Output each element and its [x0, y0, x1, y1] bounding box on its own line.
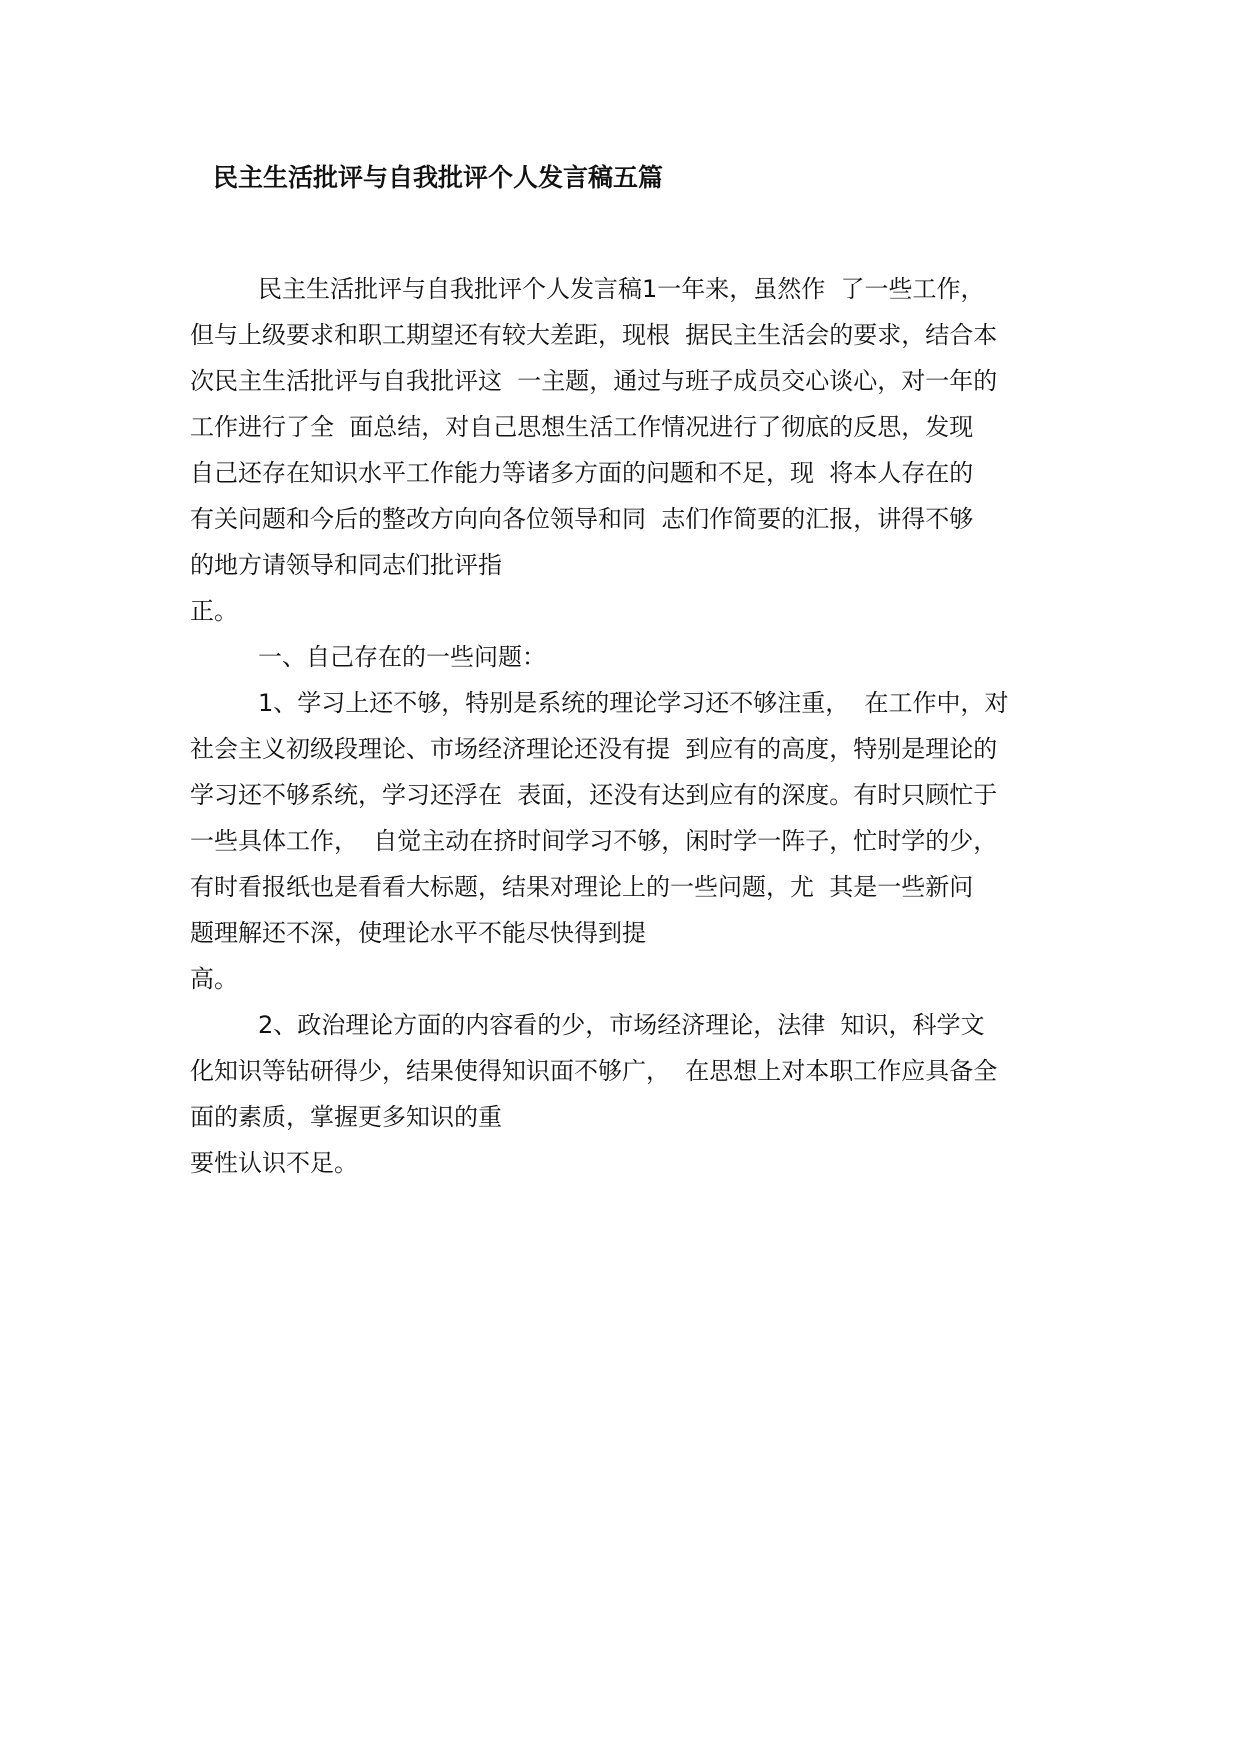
paragraph-item-2	[190, 1002, 1070, 1186]
text-line: 的地方请领导和同志们批评指	[190, 551, 502, 579]
text-line: 自己还存在知识水平工作能力等诸多方面的问题和不足，现 将本人存在的	[190, 459, 974, 487]
text-line: 一些具体工作， 自觉主动在挤时间学习不够，闲时学一阵子，忙时学的少，	[190, 827, 998, 855]
paragraph-item-1	[190, 680, 1070, 1002]
paragraph-intro	[190, 266, 1070, 634]
text-line: 社会主义初级段理论、市场经济理论还没有提 到应有的高度，特别是理论的	[190, 735, 998, 763]
text-line: 题理解还不深，使理论水平不能尽快得到提	[190, 919, 646, 947]
document-title: 民主生活批评与自我批评个人发言稿五篇	[213, 163, 664, 192]
text-line: 化知识等钻研得少，结果使得知识面不够广， 在思想上对本职工作应具备全	[190, 1057, 998, 1085]
text-line: 有时看报纸也是看看大标题，结果对理论上的一些问题，尤 其是一些新问	[190, 873, 974, 901]
text-line: 次民主生活批评与自我批评这 一主题，通过与班子成员交心谈心，对一年的	[190, 367, 998, 395]
text-line: 面的素质，掌握更多知识的重	[190, 1103, 502, 1131]
text-line: 但与上级要求和职工期望还有较大差距，现根 据民主生活会的要求，结合本	[190, 321, 998, 349]
text-line: 1、学习上还不够，特别是系统的理论学习还不够注重， 在工作中，对	[258, 689, 1009, 717]
text-line: 工作进行了全 面总结，对自己思想生活工作情况进行了彻底的反思，发现	[190, 413, 974, 441]
section-heading: 一、自己存在的一些问题：	[258, 643, 546, 671]
text-line: 有关问题和今后的整改方向向各位领导和同 志们作简要的汇报，讲得不够	[190, 505, 974, 533]
text-line: 学习还不够系统，学习还浮在 表面，还没有达到应有的深度。有时只顾忙于	[190, 781, 998, 809]
text-line: 2、政治理论方面的内容看的少，市场经济理论，法律 知识，科学文	[258, 1011, 985, 1039]
document-body	[190, 266, 1070, 1186]
text-line: 要性认识不足。	[190, 1149, 358, 1177]
paragraph-section-heading	[190, 634, 1070, 680]
text-line: 高。	[190, 965, 238, 993]
text-line: 民主生活批评与自我批评个人发言稿1一年来，虽然作 了一些工作，	[258, 275, 985, 303]
text-line: 正。	[190, 597, 238, 625]
